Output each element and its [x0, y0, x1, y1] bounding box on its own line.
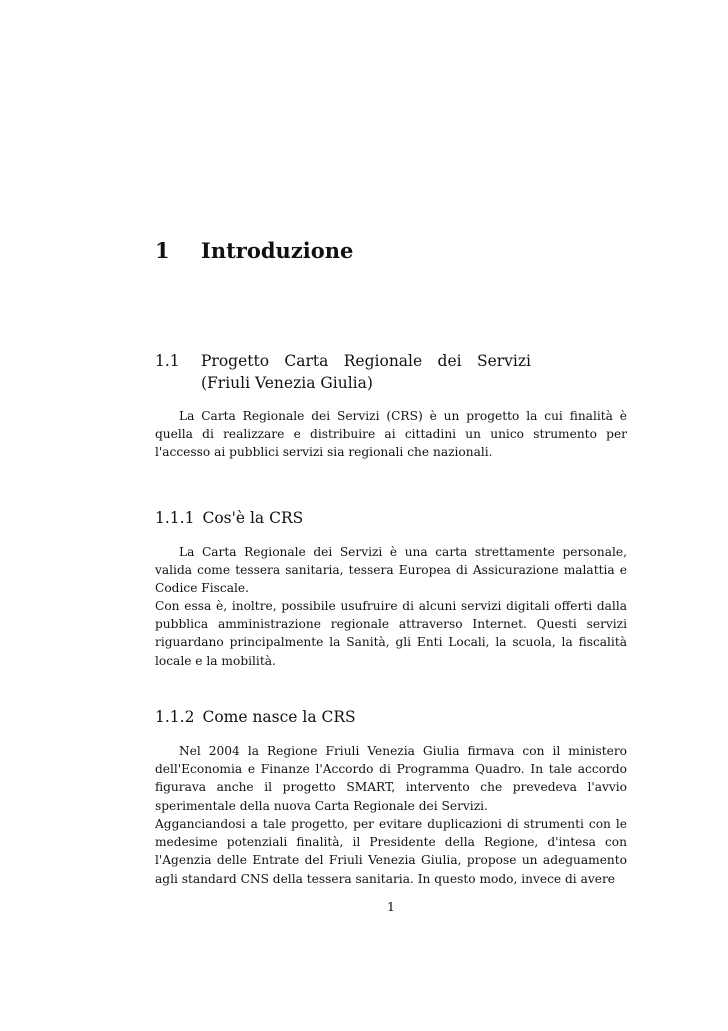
body-paragraph: Con essa è, inoltre, possibile usufruire di alcuni servizi digitali offerti dalla pubblica amministrazione regionale attraverso Internet. Questi servizi riguardano principalmente la Sanità, gli Enti Locali, la scuola, la fiscalità locale e la mobilità. — [155, 599, 627, 668]
subsection-title: Come nasce la CRS — [202, 708, 356, 726]
page-number: 1 — [387, 899, 395, 914]
subsection-title: Cos'è la CRS — [202, 509, 304, 527]
chapter-number: 1 — [155, 238, 170, 263]
subsection-number: 1.1.1 — [155, 509, 195, 527]
body-paragraph: Nel 2004 la Regione Friuli Venezia Giulia firmava con il ministero dell'Economia e Finanze l'Accordo di Programma Quadro. In tale accordo figurava anche il progetto SMART, intervento che prevedeva l'avvio sperimentale della nuova Carta Regionale dei Servizi. — [155, 744, 627, 813]
document-page — [155, 0, 627, 1031]
body-paragraph: Agganciandosi a tale progetto, per evitare duplicazioni di strumenti con le medesime potenziali finalità, il Presidente della Regione, d'intesa con l'Agenzia delle Entrate del Friuli Venezia Giulia, propose un adeguamento agli standard CNS della tessera sanitaria. In questo modo, invece di avere — [155, 817, 627, 886]
section-number: 1.1 — [155, 352, 180, 370]
intro-paragraph: La Carta Regionale dei Servizi (CRS) è un progetto la cui finalità è quella di realizzare e distribuire ai cittadini un unico strumento per l'accesso ai pubblici servizi sia regionali che nazionali. — [155, 409, 627, 460]
chapter-title: Introduzione — [201, 238, 354, 263]
section-title: Progetto Carta Regionale dei Servizi (Friuli Venezia Giulia) — [201, 352, 531, 392]
subsection-heading — [155, 507, 627, 529]
subsection-heading — [155, 706, 627, 728]
section-heading — [155, 350, 627, 394]
chapter-heading — [155, 236, 353, 266]
body-paragraph: La Carta Regionale dei Servizi è una carta strettamente personale, valida come tessera sanitaria, tessera Europea di Assicurazione malattia e Codice Fiscale. — [155, 545, 627, 596]
subsection-number: 1.1.2 — [155, 708, 195, 726]
